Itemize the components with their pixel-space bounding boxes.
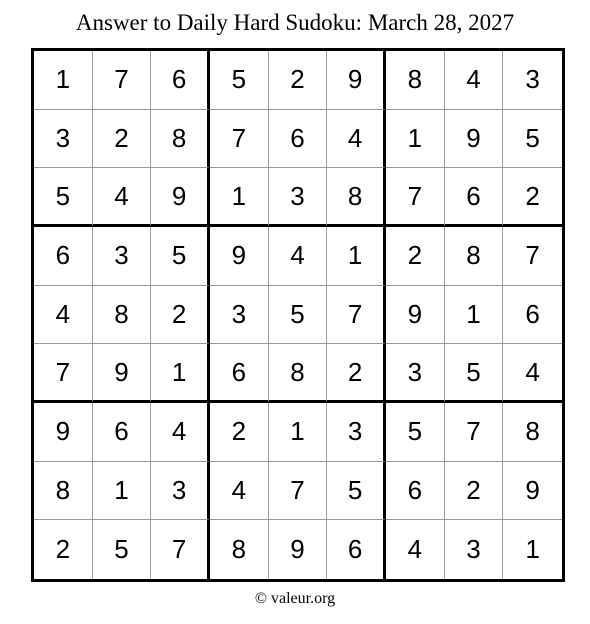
sudoku-cell: 2	[210, 403, 269, 462]
sudoku-cell: 7	[269, 462, 328, 521]
sudoku-cell: 1	[34, 51, 93, 110]
sudoku-cell: 9	[503, 462, 562, 521]
sudoku-cell: 1	[386, 110, 445, 169]
sudoku-cell: 4	[386, 520, 445, 579]
sudoku-cell: 3	[386, 344, 445, 403]
sudoku-cell: 8	[327, 168, 386, 227]
sudoku-cell: 7	[503, 227, 562, 286]
sudoku-cell: 5	[210, 51, 269, 110]
sudoku-cell: 5	[327, 462, 386, 521]
sudoku-cell: 3	[151, 462, 210, 521]
sudoku-cell: 8	[503, 403, 562, 462]
sudoku-cell: 9	[34, 403, 93, 462]
sudoku-cell: 9	[93, 344, 152, 403]
sudoku-cell: 1	[151, 344, 210, 403]
sudoku-cell: 2	[445, 462, 504, 521]
sudoku-cell: 6	[269, 110, 328, 169]
sudoku-cell: 9	[269, 520, 328, 579]
sudoku-cell: 1	[525, 534, 540, 565]
sudoku-cell: 2	[386, 227, 445, 286]
sudoku-cell: 7	[327, 286, 386, 345]
sudoku-cell: 5	[386, 403, 445, 462]
sudoku-cell: 2	[151, 286, 210, 345]
sudoku-cell: 6	[210, 344, 269, 403]
sudoku-cell: 8	[34, 462, 93, 521]
sudoku-cell: 6	[445, 168, 504, 227]
sudoku-cell: 8	[210, 520, 269, 579]
sudoku-cell: 1	[445, 286, 504, 345]
sudoku-cell: 7	[34, 344, 93, 403]
sudoku-cell: 3	[34, 110, 93, 169]
sudoku-cell: 3	[445, 520, 504, 579]
sudoku-cell: 3	[503, 51, 562, 110]
sudoku-board	[31, 48, 565, 582]
sudoku-cell: 4	[93, 168, 152, 227]
sudoku-cell: 5	[445, 344, 504, 403]
sudoku-cell: 7	[151, 520, 210, 579]
page-title: Answer to Daily Hard Sudoku: March 28, 2027	[75, 10, 515, 35]
sudoku-cell: 9	[445, 110, 504, 169]
sudoku-cell: 2	[93, 110, 152, 169]
sudoku-cell: 3	[269, 168, 328, 227]
sudoku-cell: 8	[93, 286, 152, 345]
sudoku-cell: 8	[445, 227, 504, 286]
sudoku-cell: 9	[327, 51, 386, 110]
sudoku-cell: 7	[386, 168, 445, 227]
sudoku-cell: 8	[151, 110, 210, 169]
sudoku-cell: 4	[34, 286, 93, 345]
sudoku-cell: 9	[210, 227, 269, 286]
sudoku-cell: 6	[151, 51, 210, 110]
sudoku-cell: 4	[210, 462, 269, 521]
sudoku-cell: 6	[503, 286, 562, 345]
sudoku-cell: 2	[503, 168, 562, 227]
sudoku-cell: 3	[93, 227, 152, 286]
sudoku-cell: 4	[269, 227, 328, 286]
sudoku-cell: 7	[210, 110, 269, 169]
sudoku-cell: 7	[93, 51, 152, 110]
sudoku-cell: 4	[327, 110, 386, 169]
sudoku-cell: 2	[269, 51, 328, 110]
sudoku-cell: 8	[269, 344, 328, 403]
sudoku-cell: 5	[151, 227, 210, 286]
sudoku-cell: 4	[503, 344, 562, 403]
sudoku-cell: 1	[93, 462, 152, 521]
sudoku-cell: 5	[503, 110, 562, 169]
sudoku-cell: 1	[327, 227, 386, 286]
sudoku-cell: 5	[34, 168, 93, 227]
sudoku-cell: 1	[210, 168, 269, 227]
sudoku-cell: 6	[93, 403, 152, 462]
copyright-footer: © valeur.org	[254, 590, 336, 607]
sudoku-cell: 2	[327, 344, 386, 403]
sudoku-cell: 9	[386, 286, 445, 345]
sudoku-cell: 4	[445, 51, 504, 110]
sudoku-cell: 3	[210, 286, 269, 345]
sudoku-cell: 5	[269, 286, 328, 345]
sudoku-cell: 3	[327, 403, 386, 462]
sudoku-cell: 9	[151, 168, 210, 227]
sudoku-cell: 5	[93, 520, 152, 579]
sudoku-cell: 2	[34, 520, 93, 579]
sudoku-cell: 6	[386, 462, 445, 521]
sudoku-cell: 7	[445, 403, 504, 462]
sudoku-cell: 1	[269, 403, 328, 462]
sudoku-cell: 6	[34, 227, 93, 286]
sudoku-cell: 4	[151, 403, 210, 462]
sudoku-cell: 6	[327, 520, 386, 579]
sudoku-cell: 8	[386, 51, 445, 110]
